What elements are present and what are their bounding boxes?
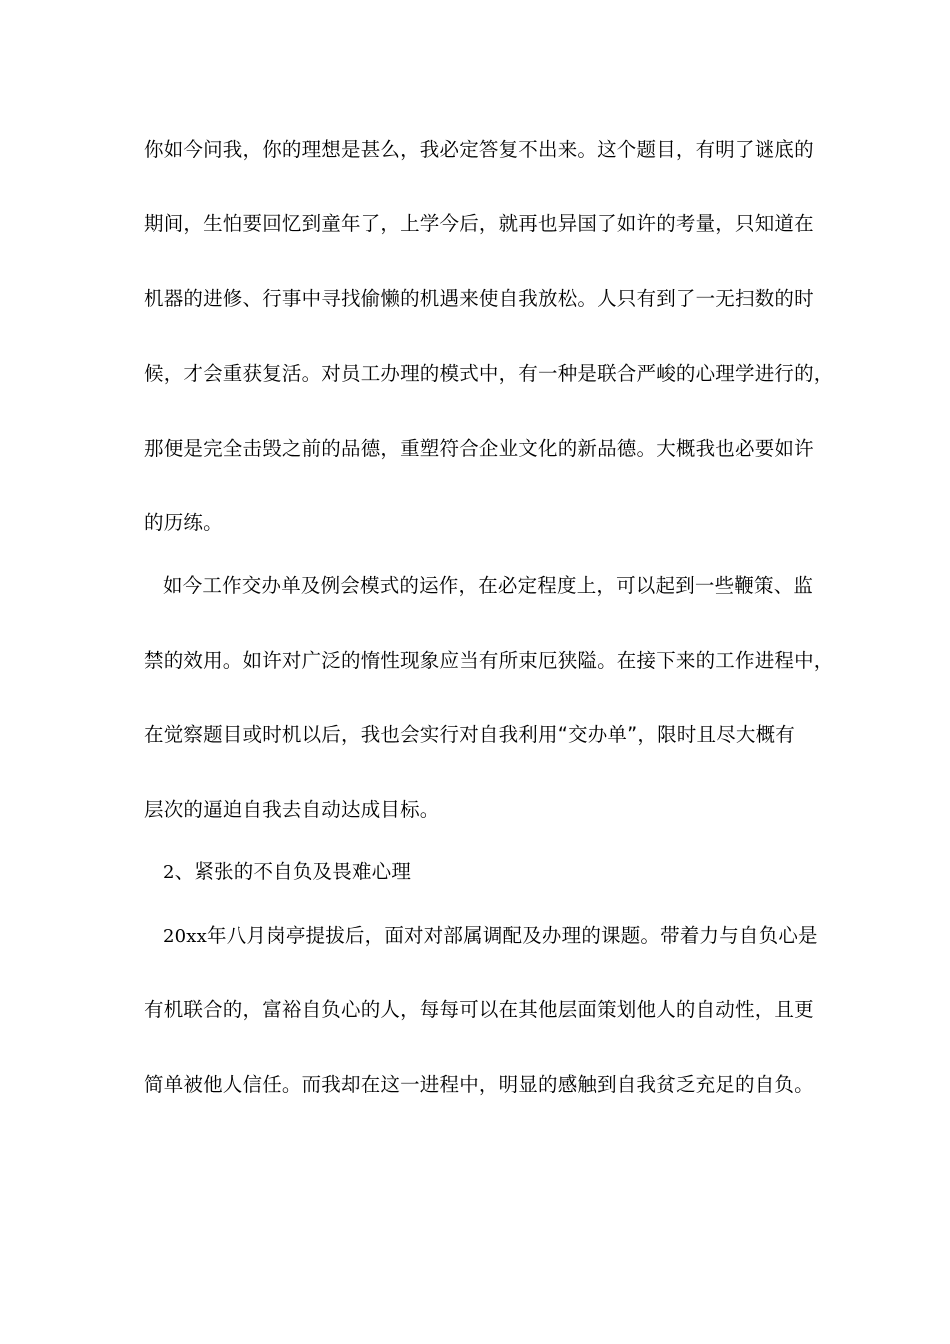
paragraph-2-line-1: 如今工作交办单及例会模式的运作，在必定程度上，可以起到一些鞭策、监 <box>163 574 814 597</box>
paragraph-1-line-2: 期间，生怕要回忆到童年了，上学今后，就再也异国了如许的考量，只知道在 <box>144 212 814 235</box>
paragraph-3-line-1-text: 年八月岗亭提拔后，面对对部属调配及办理的课题。带着力与自负心是 <box>207 924 818 947</box>
section-heading <box>163 860 411 885</box>
paragraph-2-line-2: 禁的效用。如许对广泛的惰性现象应当有所束厄狭隘。在接下来的工作进程中， <box>144 649 834 672</box>
section-heading-text: 、紧张的不自负及畏难心理 <box>174 860 412 883</box>
paragraph-1-line-1: 你如今问我，你的理想是甚么，我必定答复不出来。这个题目，有明了谜底的 <box>144 138 814 161</box>
paragraph-2-line-3: 在觉察题目或时机以后，我也会实行对自我利用“交办单”，限时且尽大概有 <box>144 723 796 746</box>
paragraph-3-line-1 <box>163 924 818 949</box>
paragraph-2-line-4: 层次的逼迫自我去自动达成目标。 <box>144 798 440 821</box>
paragraph-1-line-4: 候，才会重获复活。对员工办理的模式中，有一种是联合严峻的心理学进行的， <box>144 362 834 385</box>
paragraph-1-line-5: 那便是完全击毁之前的品德，重塑符合企业文化的新品德。大概我也必要如许 <box>144 437 814 460</box>
paragraph-1-line-3: 机器的进修、行事中寻找偷懒的机遇来使自我放松。人只有到了一无扫数的时 <box>144 287 814 310</box>
paragraph-1-line-6: 的历练。 <box>144 511 223 534</box>
paragraph-3-line-2: 有机联合的，富裕自负心的人，每每可以在其他层面策划他人的自动性，且更 <box>144 998 814 1021</box>
paragraph-3-line-3: 简单被他人信任。而我却在这一进程中，明显的感触到自我贫乏充足的自负。 <box>144 1073 814 1096</box>
section-number: 2 <box>163 862 175 883</box>
year-prefix: 20xx <box>163 926 208 947</box>
